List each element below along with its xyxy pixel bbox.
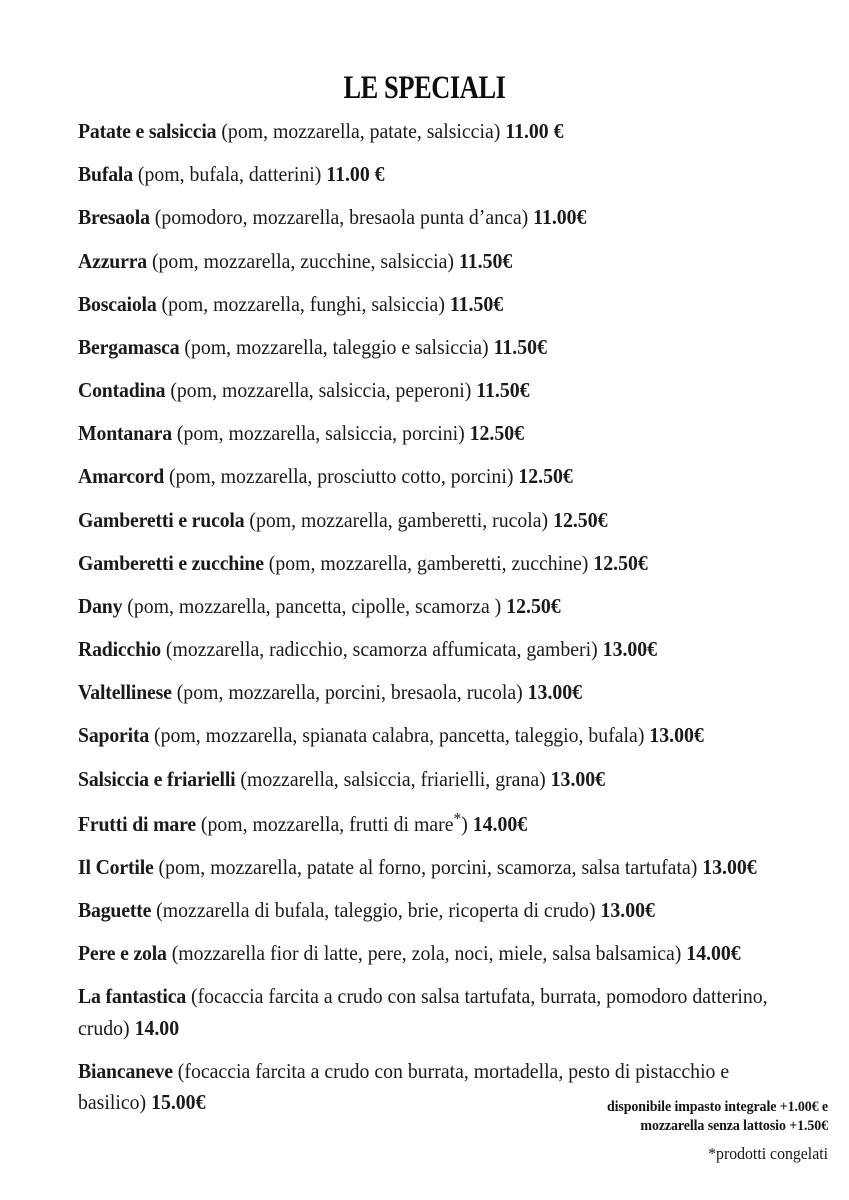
menu-item-name: Azzurra bbox=[78, 248, 148, 273]
menu-item-price: 14.00 bbox=[134, 1015, 180, 1040]
menu-item bbox=[78, 332, 778, 363]
menu-item-price: 13.00€ bbox=[649, 723, 704, 748]
menu-item-description: (pom, mozzarella, frutti di mare bbox=[195, 811, 454, 836]
menu-item-price: 12.50€ bbox=[469, 421, 525, 446]
menu-item-price: 12.50€ bbox=[506, 593, 561, 618]
menu-item-price: 11.50€ bbox=[493, 334, 547, 359]
menu-item-price: 15.00€ bbox=[151, 1089, 206, 1114]
menu-item-description: (pom, mozzarella, funghi, salsiccia) bbox=[156, 291, 450, 316]
menu-item-price: 11.00 € bbox=[326, 162, 385, 187]
menu-item bbox=[78, 981, 778, 1043]
menu-item-name: Patate e salsiccia bbox=[78, 119, 217, 143]
menu-item-price: 14.00€ bbox=[472, 811, 528, 836]
menu-item bbox=[78, 375, 778, 406]
menu-item-price: 11.00 € bbox=[505, 119, 564, 143]
menu-item-price: 13.00€ bbox=[527, 680, 583, 705]
menu-item bbox=[78, 159, 778, 190]
menu-item-price: 12.50€ bbox=[518, 464, 573, 489]
menu-item-price: 11.00€ bbox=[533, 205, 587, 230]
frozen-asterisk-marker: * bbox=[453, 808, 462, 828]
menu-item-name: Saporita bbox=[78, 723, 150, 748]
menu-item-price: 13.00€ bbox=[702, 854, 757, 879]
menu-item bbox=[78, 764, 778, 795]
menu-item-name: Baguette bbox=[78, 898, 152, 923]
menu-item-description: (mozzarella fior di latte, pere, zola, noci, miele, salsa balsamica) bbox=[166, 941, 687, 966]
menu-item-name: Gamberetti e rucola bbox=[78, 507, 245, 532]
menu-item bbox=[78, 807, 778, 840]
footer-line-lattosio: mozzarella senza lattosio +1.50€ bbox=[640, 1117, 828, 1134]
menu-item-price: 12.50€ bbox=[553, 507, 608, 532]
menu-item-name: Il Cortile bbox=[78, 854, 154, 879]
menu-item-description: (pom, mozzarella, taleggio e salsiccia) bbox=[179, 334, 494, 359]
menu-item-name: Montanara bbox=[78, 421, 172, 446]
menu-item bbox=[78, 677, 778, 708]
menu-item bbox=[78, 202, 778, 233]
menu-item bbox=[78, 246, 778, 277]
menu-item-name: Radicchio bbox=[78, 637, 161, 662]
menu-item bbox=[78, 720, 778, 751]
menu-item bbox=[78, 548, 778, 579]
menu-item-price: 11.50€ bbox=[476, 378, 530, 403]
menu-item-name: Frutti di mare bbox=[78, 811, 196, 836]
page-title: LE SPECIALI bbox=[343, 70, 506, 106]
menu-item-price: 13.00€ bbox=[550, 766, 606, 791]
menu-item-price: 12.50€ bbox=[593, 550, 648, 575]
menu-item-name: Pere e zola bbox=[78, 941, 167, 966]
menu-item-price: 13.00€ bbox=[600, 898, 655, 923]
footer-notes bbox=[308, 1098, 828, 1165]
menu-item-name: Valtellinese bbox=[78, 680, 172, 705]
menu-item-name: Bresaola bbox=[78, 205, 150, 230]
menu-item-price: 14.00€ bbox=[686, 941, 741, 966]
menu-item bbox=[78, 591, 778, 622]
menu-item-description: (pom, mozzarella, spianata calabra, pancetta, taleggio, bufala) bbox=[149, 723, 650, 748]
menu-item bbox=[78, 289, 778, 320]
menu-item-description-tail: ) bbox=[461, 811, 473, 836]
menu-item-name: Gamberetti e zucchine bbox=[78, 550, 264, 575]
menu-item bbox=[78, 418, 778, 449]
menu-item bbox=[78, 461, 778, 492]
menu-item-description: (focaccia farcita a crudo con salsa tartufata, burrata, pomodoro datterino, crudo) bbox=[78, 984, 768, 1040]
menu-item-name: Bufala bbox=[78, 162, 133, 187]
menu-item-description: (pom, mozzarella, zucchine, salsiccia) bbox=[147, 248, 459, 273]
menu-item-description: (pom, mozzarella, gamberetti, rucola) bbox=[244, 507, 554, 532]
menu-item bbox=[78, 938, 778, 969]
menu-item-description: (pom, mozzarella, patate, salsiccia) bbox=[216, 119, 506, 143]
menu-item-name: Amarcord bbox=[78, 464, 165, 489]
menu-item bbox=[78, 634, 778, 665]
menu-item-price: 13.00€ bbox=[602, 637, 658, 662]
menu-item-name: Bergamasca bbox=[78, 334, 180, 359]
menu-item-description: (pom, mozzarella, gamberetti, zucchine) bbox=[263, 550, 594, 575]
menu-item-description: (focaccia farcita a crudo con burrata, mortadella, pesto di pistacchio e basilico) bbox=[78, 1058, 730, 1114]
footer-line-impasto: disponibile impasto integrale +1.00€ e bbox=[606, 1099, 828, 1115]
menu-item-description: (pom, mozzarella, pancetta, cipolle, scamorza ) bbox=[122, 593, 507, 618]
menu-item-name: Salsiccia e friarielli bbox=[78, 766, 236, 791]
menu-item-name: Boscaiola bbox=[78, 291, 157, 316]
menu-item-price: 11.50€ bbox=[449, 291, 504, 316]
menu-item-description: (pom, mozzarella, prosciutto cotto, porcini) bbox=[164, 464, 519, 489]
menu-item-description: (pom, mozzarella, patate al forno, porcini, scamorza, salsa tartufata) bbox=[153, 854, 703, 879]
menu-item-description: (pom, mozzarella, salsiccia, peperoni) bbox=[165, 378, 477, 403]
menu-list bbox=[78, 116, 778, 1130]
menu-item-description: (mozzarella, radicchio, scamorza affumicata, gamberi) bbox=[160, 637, 603, 662]
menu-item-description: (pom, bufala, datterini) bbox=[132, 162, 327, 187]
menu-item-description: (mozzarella, salsiccia, friarielli, grana) bbox=[235, 766, 551, 791]
footer-note-congelati: *prodotti congelati bbox=[708, 1143, 828, 1163]
menu-item bbox=[78, 505, 778, 536]
menu-item-description: (pom, mozzarella, salsiccia, porcini) bbox=[171, 421, 470, 446]
menu-item bbox=[78, 852, 778, 883]
menu-item-description: (pom, mozzarella, porcini, bresaola, rucola) bbox=[171, 680, 528, 705]
menu-item-name: La fantastica bbox=[78, 984, 187, 1009]
menu-item-name: Contadina bbox=[78, 378, 166, 403]
menu-item-name: Dany bbox=[78, 593, 123, 618]
menu-item-price: 11.50€ bbox=[458, 248, 513, 273]
menu-item bbox=[78, 895, 778, 926]
menu-item bbox=[78, 116, 778, 147]
menu-item-description: (mozzarella di bufala, taleggio, brie, ricoperta di crudo) bbox=[151, 898, 601, 923]
menu-item-description: (pomodoro, mozzarella, bresaola punta d’anca) bbox=[149, 205, 534, 230]
menu-item-name: Biancaneve bbox=[78, 1058, 173, 1083]
